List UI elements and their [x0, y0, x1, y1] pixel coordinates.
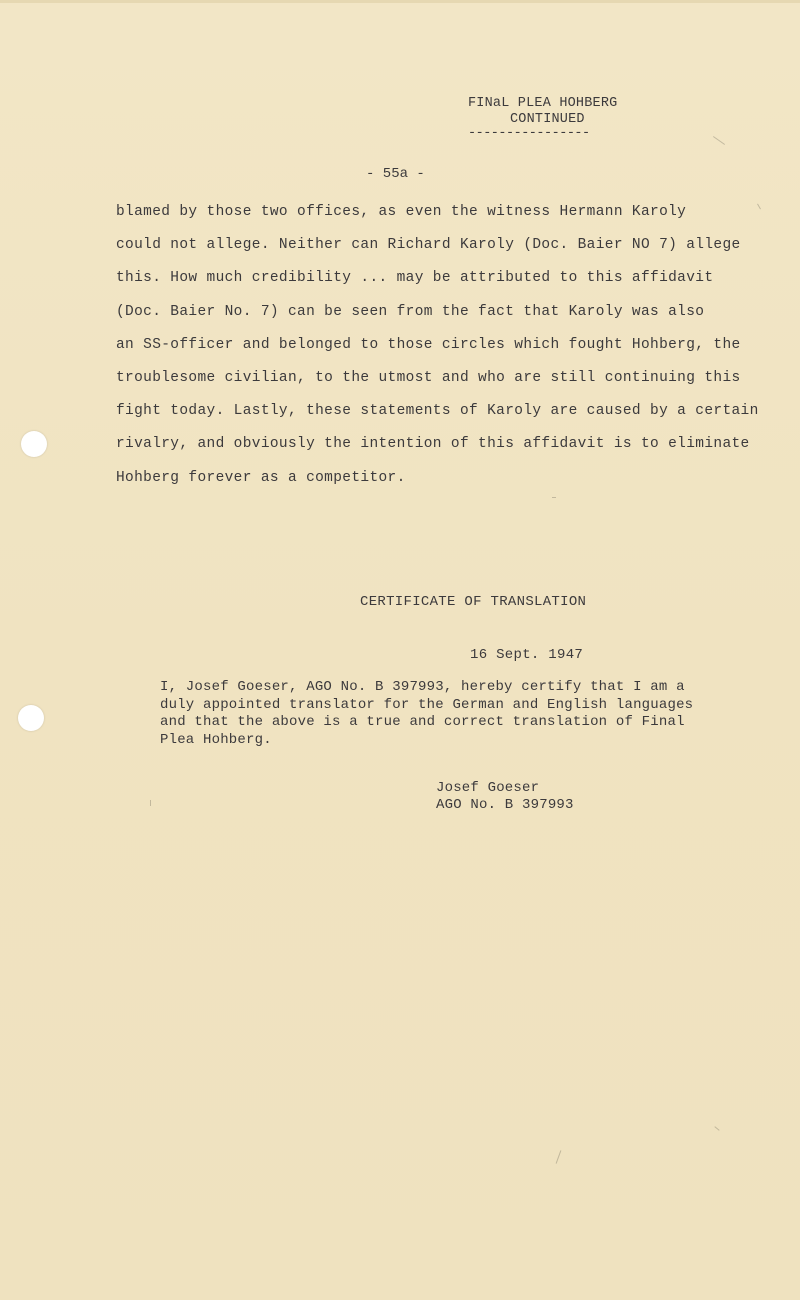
- certificate-line: and that the above is a true and correct translation of Final: [160, 714, 685, 730]
- page-number: - 55a -: [366, 166, 425, 182]
- certificate-date: 16 Sept. 1947: [470, 647, 584, 663]
- certificate-line: Plea Hohberg.: [160, 731, 272, 748]
- body-line: rivalry, and obviously the intention of this affidavit is to eliminate: [116, 436, 750, 453]
- document-header: [468, 96, 628, 142]
- paper-mark: [150, 800, 151, 806]
- certificate-title: CERTIFICATE OF TRANSLATION: [360, 594, 587, 610]
- paper-mark: [713, 136, 725, 145]
- certificate-statement: [160, 679, 700, 749]
- body-line: Hohberg forever as a competitor.: [116, 469, 406, 486]
- signature-block: [436, 780, 574, 814]
- signature-name: Josef Goeser: [436, 780, 540, 796]
- body-line: could not allege. Neither can Richard Karoly (Doc. Baier NO 7) allege: [116, 237, 741, 254]
- paper-mark: [757, 204, 761, 210]
- body-line: fight today. Lastly, these statements of Karoly are caused by a certain: [116, 403, 759, 420]
- paper-mark: [552, 497, 556, 498]
- punch-hole-upper: [21, 431, 47, 457]
- paper-mark: [556, 1150, 562, 1163]
- body-line: an SS-officer and belonged to those circles which fought Hohberg, the: [116, 336, 741, 353]
- punch-hole-lower: [18, 705, 44, 731]
- certificate-line: duly appointed translator for the German and English languages: [160, 696, 694, 713]
- body-line: blamed by those two offices, as even the witness Hermann Karoly: [116, 204, 687, 220]
- body-line: this. How much credibility ... may be attributed to this affidavit: [116, 270, 714, 287]
- page-top-edge: [0, 0, 800, 3]
- header-continued: CONTINUED: [510, 112, 585, 127]
- body-paragraph: [116, 196, 759, 495]
- certificate-line: I, Josef Goeser, AGO No. B 397993, hereby certify that I am a: [160, 679, 685, 695]
- header-underline: ----------------: [468, 126, 590, 141]
- signature-ago-number: AGO No. B 397993: [436, 797, 574, 813]
- header-title: FINaL PLEA HOHBERG: [468, 96, 618, 111]
- paper-mark: [714, 1126, 719, 1131]
- body-line: (Doc. Baier No. 7) can be seen from the fact that Karoly was also: [116, 303, 705, 320]
- body-line: troublesome civilian, to the utmost and who are still continuing this: [116, 370, 741, 387]
